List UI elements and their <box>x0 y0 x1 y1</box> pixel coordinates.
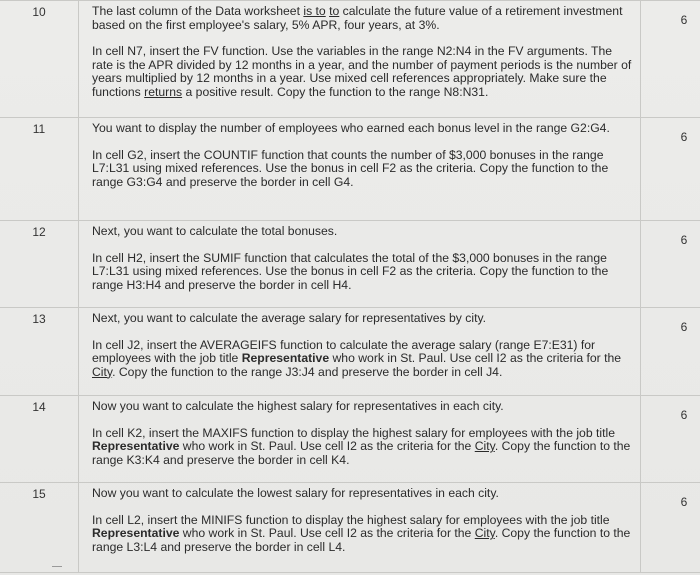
step-row <box>0 308 700 396</box>
step-description <box>79 308 641 396</box>
underlined-text: to <box>329 4 340 18</box>
step-row <box>0 396 700 483</box>
bold-term: Representative <box>241 351 330 365</box>
text-run: In cell N7, insert the FV function. Use the variables in the range N2:N4 in the FV arguments. The rate is the APR divided by 12 months in a year, and the number of payment periods is the number of years multiplied by 12 months in a year. Use mixed cell references appropriately. Make sure the functions <box>92 44 632 99</box>
next-row-fragment <box>52 566 62 573</box>
step-intro <box>92 487 632 501</box>
underlined-text: is to <box>303 4 326 18</box>
step-number: 10 <box>0 1 79 118</box>
step-detail <box>92 339 632 380</box>
text-run: who work in St. Paul. Use cell I2 as the criteria for the <box>329 351 622 365</box>
step-detail <box>92 252 632 293</box>
text-run: In cell L2, insert the MINIFS function to display the highest salary for employees with the job title <box>92 512 610 527</box>
step-number: 14 <box>0 396 79 483</box>
step-number: 12 <box>0 221 79 308</box>
underlined-text: returns <box>144 84 183 99</box>
underlined-text: City <box>474 439 495 453</box>
text-run: In cell G2, insert the COUNTIF function that counts the number of $3,000 bonuses in the range L7:L31 using mixed references. Use the bonus in cell F2 as the criteria. Copy the function to the range G3:G4 and preserve the border in cell G4. <box>92 147 609 189</box>
text-run: . Copy the function to the range L3:L4 and preserve the border in cell L4. <box>92 526 631 554</box>
step-row <box>0 1 700 118</box>
step-number: 11 <box>0 118 79 221</box>
step-row <box>0 118 700 221</box>
step-intro <box>92 400 632 414</box>
step-points: 6 <box>641 483 700 573</box>
steps-body <box>0 1 700 573</box>
text-run: In cell H2, insert the SUMIF function that calculates the total of the $3,000 bonuses in the range L7:L31 using mixed references. Use the bonus in cell F2 as the criteria. Copy the function to the range H3:H4 and preserve the border in cell H4. <box>92 250 609 292</box>
step-number: 13 <box>0 308 79 396</box>
text-run: who work in St. Paul. Use cell I2 as the criteria for the <box>179 439 475 453</box>
text-run: Now you want to calculate the lowest salary for representatives in each city. <box>92 486 499 500</box>
step-detail <box>92 427 632 468</box>
step-detail <box>92 149 632 190</box>
text-run: Next, you want to calculate the average salary for representatives by city. <box>92 311 487 325</box>
text-run: In cell K2, insert the MAXIFS function to display the highest salary for employees with the job title <box>92 425 615 440</box>
text-run: The last column of the Data worksheet <box>92 4 304 18</box>
step-points: 6 <box>641 221 700 308</box>
step-description <box>79 396 641 483</box>
text-run: calculate the future value of a retirement investment based on the first employee's salary, 5% APR, four years, at 3%. <box>92 4 623 32</box>
text-run: Next, you want to calculate the total bonuses. <box>92 224 338 238</box>
step-intro <box>92 122 632 136</box>
step-detail <box>92 514 632 555</box>
text-run: who work in St. Paul. Use cell I2 as the criteria for the <box>179 526 475 540</box>
step-points: 6 <box>641 1 700 118</box>
text-run: . Copy the function to the range K3:K4 and preserve the border in cell K4. <box>92 439 631 467</box>
text-run: You want to display the number of employees who earned each bonus level in the range G2:G4. <box>92 121 610 135</box>
text-run: In cell J2, insert the AVERAGEIFS function to calculate the average salary (range E7:E31) for employees with the job title <box>92 337 596 365</box>
step-number: 15 <box>0 483 79 573</box>
step-description <box>79 1 641 118</box>
step-intro <box>92 5 632 32</box>
step-description <box>79 221 641 308</box>
step-points: 6 <box>641 118 700 221</box>
text-run: a positive result. Copy the function to the range N8:N31. <box>182 84 489 99</box>
step-intro <box>92 225 632 239</box>
step-detail <box>92 45 632 99</box>
text-run: Now you want to calculate the highest salary for representatives in each city. <box>92 399 504 413</box>
step-points: 6 <box>641 396 700 483</box>
underlined-text: City <box>474 526 495 540</box>
step-description <box>79 483 641 573</box>
step-row <box>0 221 700 308</box>
text-run: . Copy the function to the range J3:J4 and preserve the border in cell J4. <box>112 364 503 379</box>
bold-term: Representative <box>92 526 180 540</box>
step-points: 6 <box>641 308 700 396</box>
underlined-text: City <box>92 364 113 379</box>
step-description <box>79 118 641 221</box>
bold-term: Representative <box>92 439 180 453</box>
step-row <box>0 483 700 573</box>
step-intro <box>92 312 632 326</box>
